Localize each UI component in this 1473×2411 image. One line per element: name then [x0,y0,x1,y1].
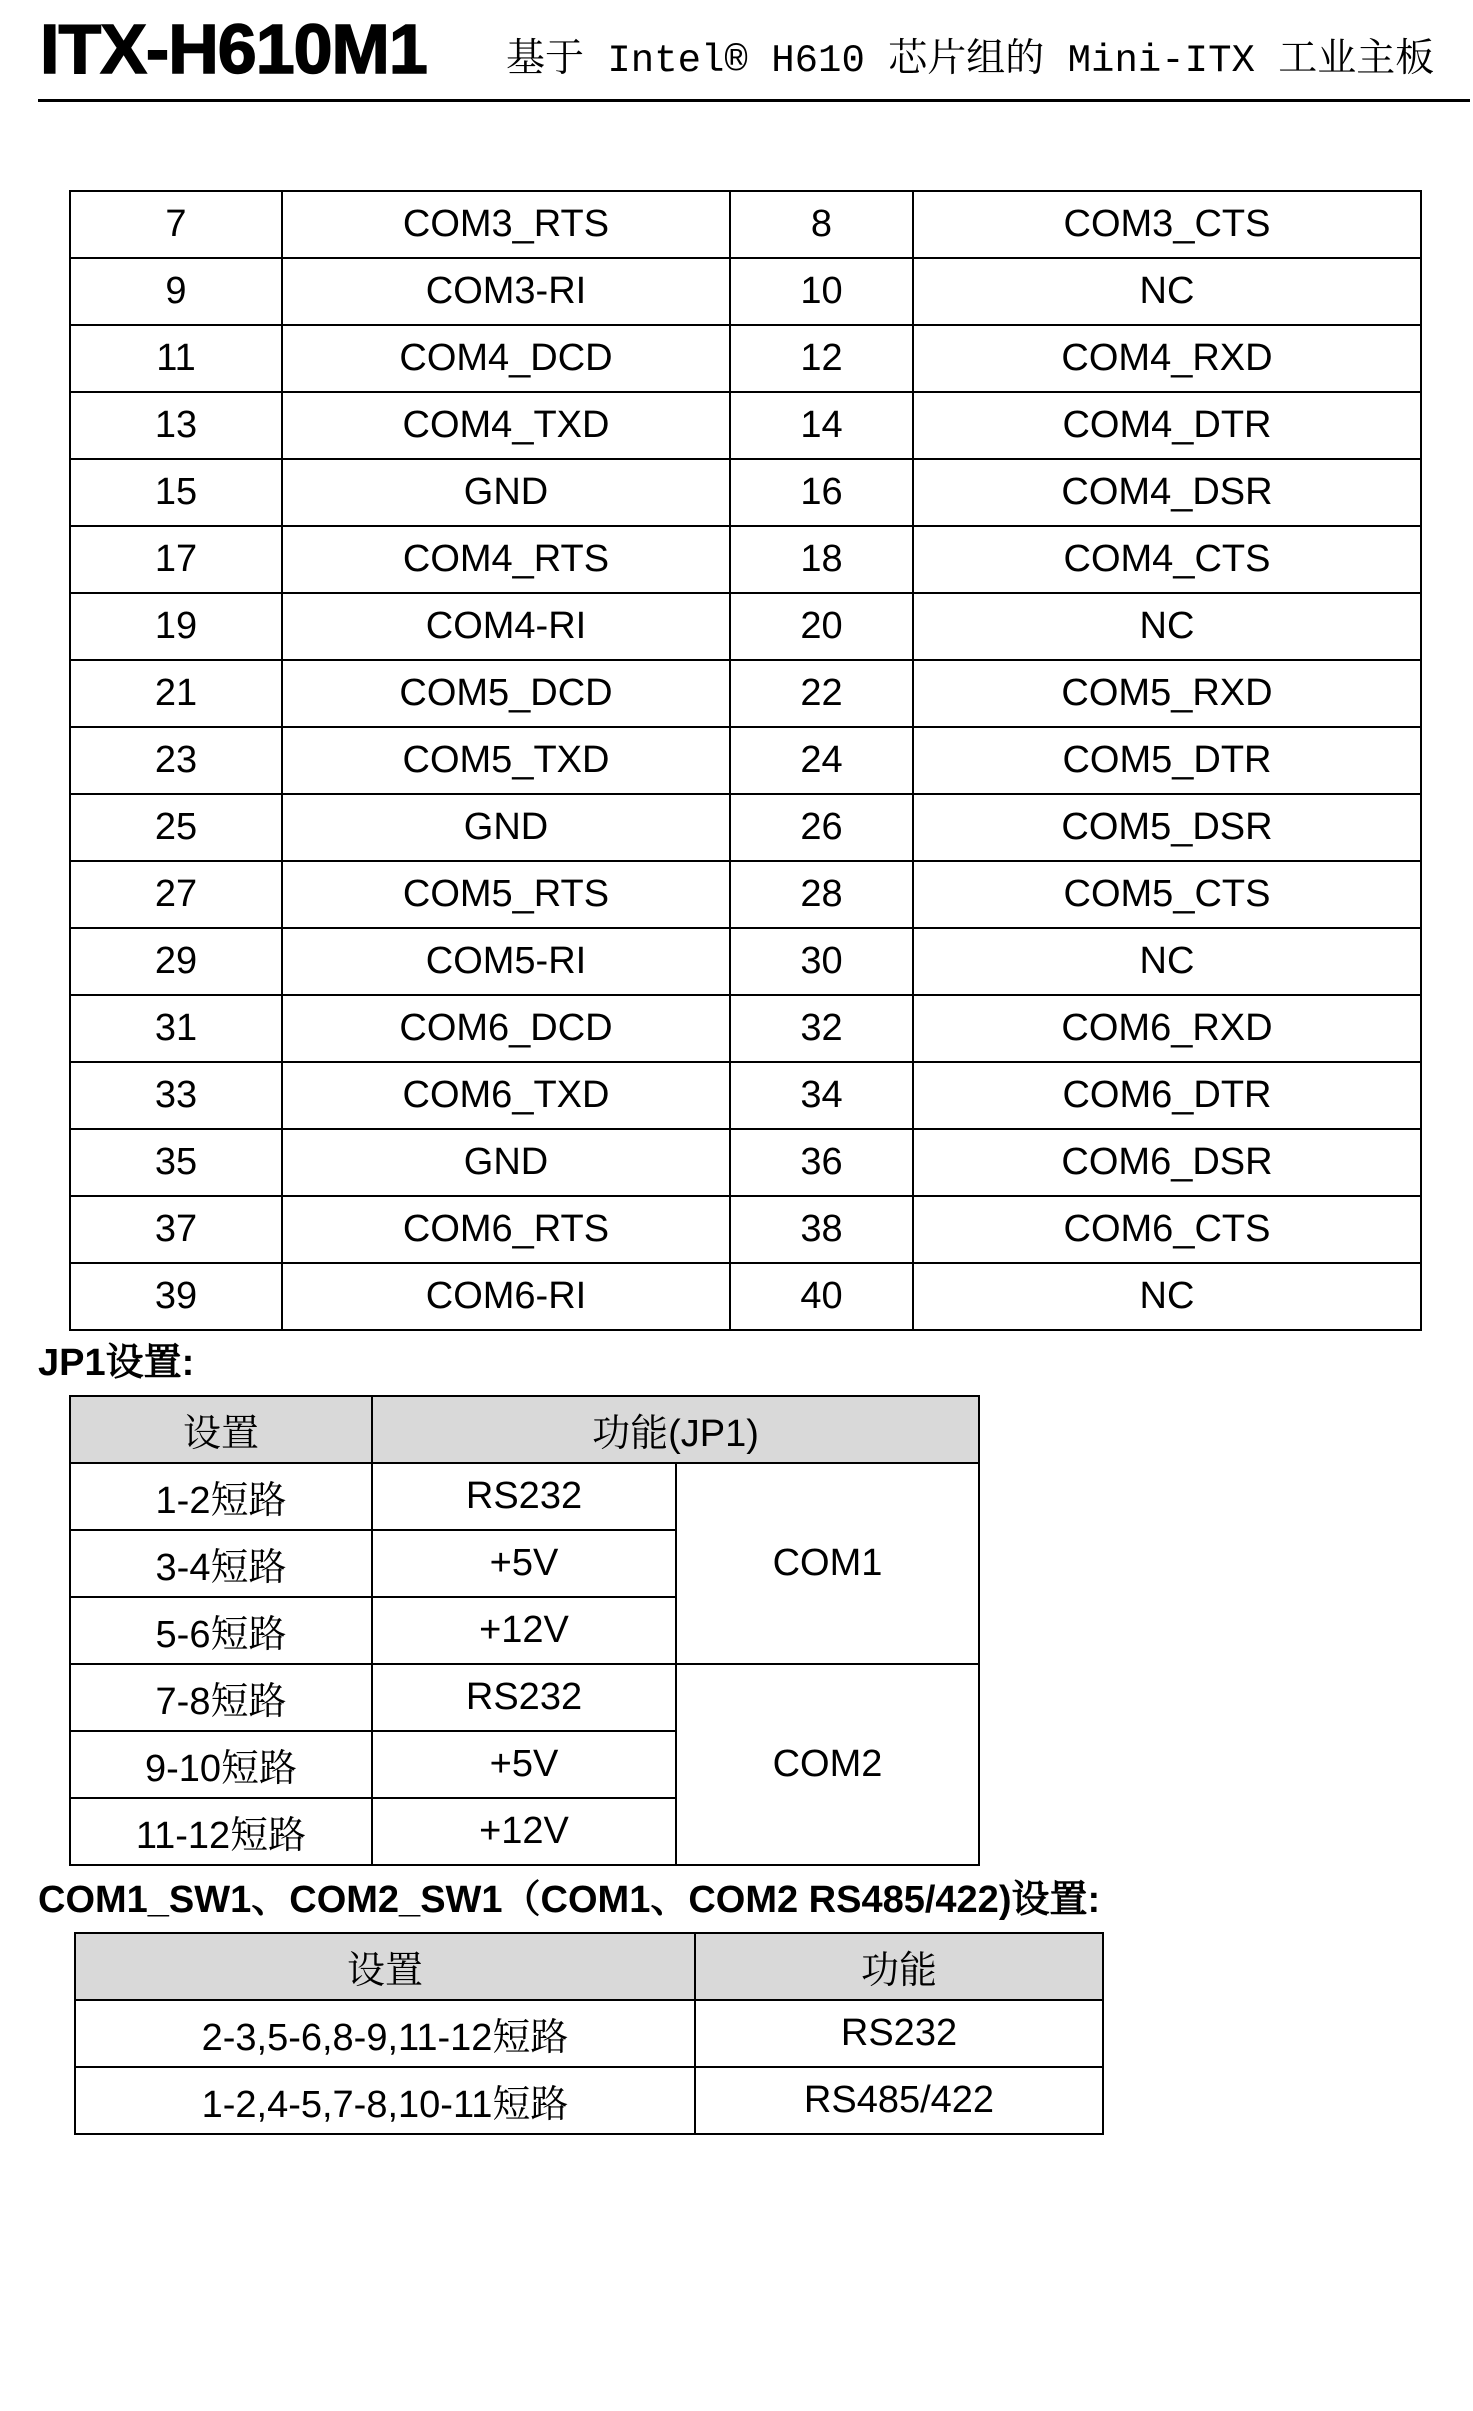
pin-number: 23 [70,727,282,794]
table-header-row [75,1933,1103,2000]
table-header-row [70,1396,979,1463]
signal-name: COM4_DSR [913,459,1421,526]
signal-name: COM6-RI [282,1263,730,1330]
signal-name: COM4_RTS [282,526,730,593]
com-pin-table [69,190,1422,1331]
table-row [70,593,1421,660]
signal-name: COM4_CTS [913,526,1421,593]
table-row [70,526,1421,593]
pin-number: 40 [730,1263,913,1330]
signal-name: NC [913,258,1421,325]
pin-number: 28 [730,861,913,928]
jumper-function: +12V [372,1597,676,1664]
signal-name: COM4_RXD [913,325,1421,392]
pin-number: 27 [70,861,282,928]
signal-name: COM6_TXD [282,1062,730,1129]
jumper-function: +5V [372,1731,676,1798]
column-header-function: 功能(JP1) [372,1396,979,1463]
signal-name: GND [282,459,730,526]
table-row [70,325,1421,392]
pin-number: 32 [730,995,913,1062]
sw-settings-table [74,1932,1104,2135]
signal-name: COM3_RTS [282,191,730,258]
table-row [70,928,1421,995]
pin-number: 17 [70,526,282,593]
jumper-function: RS232 [372,1463,676,1530]
signal-name: GND [282,1129,730,1196]
table-row [75,2067,1103,2134]
switch-function: RS232 [695,2000,1103,2067]
pin-number: 21 [70,660,282,727]
pin-number: 12 [730,325,913,392]
table-row [70,191,1421,258]
pin-number: 24 [730,727,913,794]
sw-heading: COM1_SW1、COM2_SW1（COM1、COM2 RS485/422)设置: [38,1879,1101,1921]
pin-number: 7 [70,191,282,258]
jumper-function: RS232 [372,1664,676,1731]
signal-name: NC [913,1263,1421,1330]
jumper-setting: 5-6短路 [70,1597,372,1664]
table-row [70,258,1421,325]
pin-number: 34 [730,1062,913,1129]
switch-function: RS485/422 [695,2067,1103,2134]
table-row [70,727,1421,794]
signal-name: COM3_CTS [913,191,1421,258]
jumper-setting: 11-12短路 [70,1798,372,1865]
signal-name: GND [282,794,730,861]
table-row [70,794,1421,861]
pin-number: 39 [70,1263,282,1330]
signal-name: COM6_CTS [913,1196,1421,1263]
signal-name: COM5-RI [282,928,730,995]
jumper-setting: 3-4短路 [70,1530,372,1597]
table-row [70,1263,1421,1330]
document-subtitle: 基于 Intel® H610 芯片组的 Mini-ITX 工业主板 [506,39,1435,83]
jp1-settings-table [69,1395,980,1866]
table-row [75,2000,1103,2067]
pin-number: 26 [730,794,913,861]
pin-number: 13 [70,392,282,459]
signal-name: NC [913,928,1421,995]
switch-setting: 1-2,4-5,7-8,10-11短路 [75,2067,695,2134]
jumper-function: +5V [372,1530,676,1597]
port-label: COM2 [676,1664,979,1865]
signal-name: COM5_RXD [913,660,1421,727]
table-row [70,1463,979,1530]
pin-number: 25 [70,794,282,861]
signal-name: COM4_TXD [282,392,730,459]
pin-number: 15 [70,459,282,526]
signal-name: COM3-RI [282,258,730,325]
table-row [70,660,1421,727]
signal-name: COM5_DTR [913,727,1421,794]
pin-number: 29 [70,928,282,995]
pin-number: 8 [730,191,913,258]
header-divider [38,99,1470,102]
pin-number: 37 [70,1196,282,1263]
pin-number: 38 [730,1196,913,1263]
table-row [70,1664,979,1731]
signal-name: COM5_RTS [282,861,730,928]
model-title: ITX-H610M1 [40,10,427,88]
column-header-function: 功能 [695,1933,1103,2000]
pin-number: 9 [70,258,282,325]
jumper-setting: 7-8短路 [70,1664,372,1731]
pin-number: 11 [70,325,282,392]
table-row [70,392,1421,459]
pin-number: 36 [730,1129,913,1196]
signal-name: COM5_TXD [282,727,730,794]
signal-name: COM5_DCD [282,660,730,727]
signal-name: COM6_RXD [913,995,1421,1062]
table-row [70,861,1421,928]
pin-number: 18 [730,526,913,593]
switch-setting: 2-3,5-6,8-9,11-12短路 [75,2000,695,2067]
signal-name: COM4-RI [282,593,730,660]
table-row [70,1129,1421,1196]
signal-name: COM6_DSR [913,1129,1421,1196]
signal-name: COM4_DCD [282,325,730,392]
signal-name: COM4_DTR [913,392,1421,459]
signal-name: COM5_CTS [913,861,1421,928]
pin-number: 19 [70,593,282,660]
pin-number: 35 [70,1129,282,1196]
pin-number: 14 [730,392,913,459]
table-row [70,459,1421,526]
pin-number: 22 [730,660,913,727]
column-header-setting: 设置 [70,1396,372,1463]
pin-number: 16 [730,459,913,526]
pin-number: 20 [730,593,913,660]
signal-name: COM5_DSR [913,794,1421,861]
column-header-setting: 设置 [75,1933,695,2000]
jumper-function: +12V [372,1798,676,1865]
signal-name: COM6_RTS [282,1196,730,1263]
table-row [70,1196,1421,1263]
pin-number: 31 [70,995,282,1062]
jumper-setting: 1-2短路 [70,1463,372,1530]
signal-name: NC [913,593,1421,660]
port-label: COM1 [676,1463,979,1664]
table-row [70,995,1421,1062]
jp1-heading: JP1设置: [38,1342,195,1384]
jumper-setting: 9-10短路 [70,1731,372,1798]
signal-name: COM6_DCD [282,995,730,1062]
pin-number: 30 [730,928,913,995]
signal-name: COM6_DTR [913,1062,1421,1129]
pin-number: 33 [70,1062,282,1129]
pin-number: 10 [730,258,913,325]
table-row [70,1062,1421,1129]
